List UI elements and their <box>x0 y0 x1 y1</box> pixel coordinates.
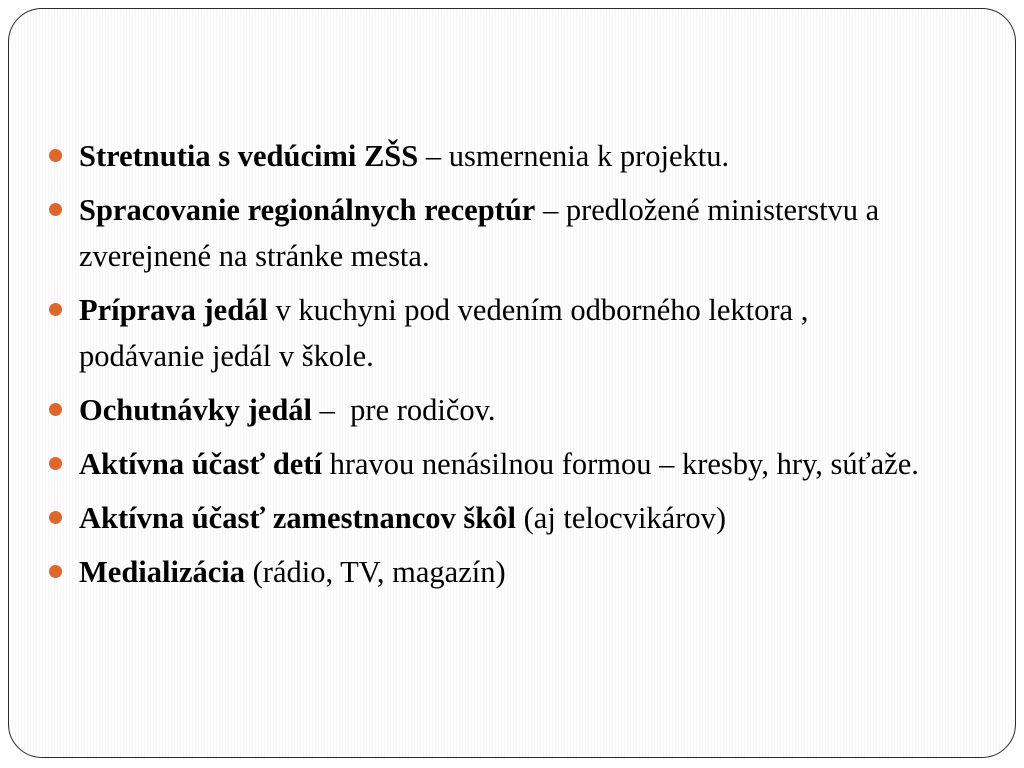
bullet-item <box>45 441 925 487</box>
bullet-dot-icon <box>49 203 62 216</box>
bullet-item <box>45 387 925 433</box>
bullet-bold-text: Príprava jedál <box>79 293 268 327</box>
bullet-dot-icon <box>49 565 62 578</box>
bullet-item <box>45 133 925 179</box>
bullet-text: – predložené ministerstvu a zverejnené na stránke mesta. <box>79 193 880 273</box>
bullet-text: v kuchyni pod vedením odborného lektora , podávanie jedál v škole. <box>79 293 809 373</box>
slide-frame <box>8 8 1016 758</box>
bullet-text: (aj telocvikárov) <box>516 501 727 535</box>
bullet-item <box>45 549 925 595</box>
bullet-item <box>45 187 925 279</box>
bullet-text: hravou nenásilnou formou – kresby, hry, súťaže. <box>321 447 919 481</box>
bullet-bold-text: Medializácia <box>79 555 246 589</box>
bullet-item <box>45 495 925 541</box>
bullet-bold-text: Stretnutia s vedúcimi ZŠS <box>79 139 419 173</box>
bullet-list <box>45 133 925 603</box>
bullet-dot-icon <box>49 403 62 416</box>
bullet-dot-icon <box>49 511 62 524</box>
bullet-bold-text: Aktívna účasť detí <box>79 447 322 481</box>
bullet-dot-icon <box>49 149 62 162</box>
bullet-bold-text: Aktívna účasť zamestnancov škôl <box>79 501 516 535</box>
bullet-bold-text: Spracovanie regionálnych receptúr <box>79 193 536 227</box>
bullet-dot-icon <box>49 303 62 316</box>
bullet-dot-icon <box>49 457 62 470</box>
bullet-bold-text: Ochutnávky jedál <box>79 393 313 427</box>
bullet-item <box>45 287 925 379</box>
bullet-text: – pre rodičov. <box>312 393 496 427</box>
bullet-text: (rádio, TV, magazín) <box>245 555 506 589</box>
bullet-text: – usmernenia k projektu. <box>418 139 730 173</box>
